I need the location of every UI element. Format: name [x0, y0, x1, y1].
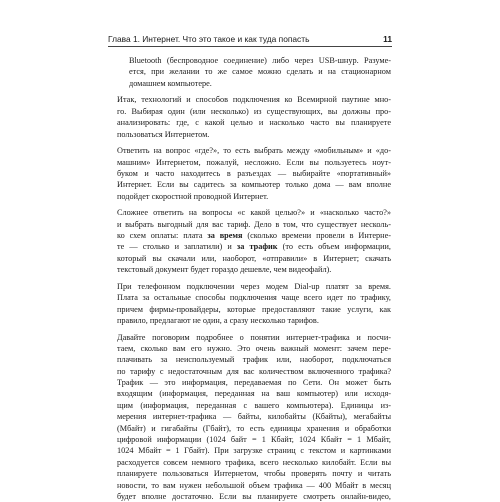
text-line: (Мбайт) и гигабайты (Гбайт), то есть единицы хранения и обработки — [117, 423, 391, 433]
text-line: плачивать за неиспользуемый трафик или, наоборот, подключаться — [117, 355, 391, 365]
text-line: домашнем компьютере. — [129, 78, 212, 88]
text-line: 1024 Мбайт = 1 Гбайт). При загрузке страниц с текстом и картинками — [117, 446, 391, 456]
text-line: входящим (информация, переданная на ваш компьютер) или исходя- — [117, 389, 391, 399]
text-line: Итак, технологий и способов подключения ко Всемирной паутине мно- — [117, 95, 391, 105]
text-line: подойдет скоростной проводной Интернет. — [117, 191, 269, 201]
paragraph — [117, 332, 391, 502]
text-line: Bluetooth (беспроводное соединение) либо через USB-шнур. Разуме- — [129, 56, 391, 65]
text-line: новости, то вам нужен небольшой объем трафика — 400 Мбайт в месяц — [117, 480, 391, 490]
text-line: который вы скачали или, наоборот, «отправили» в Интернет; скачать — [117, 253, 391, 263]
text-line: Интернет. Если вы садитесь за компьютер только дома — вам вполне — [117, 180, 391, 190]
header-rule — [108, 46, 392, 47]
text-line: таем, сколько вам его нужно. Это очень важный момент: зачем пере- — [117, 343, 391, 353]
text-line: те — столько и заплатили) и за трафик (то есть объем информации, — [117, 242, 391, 252]
text-line: причем фирмы-провайдеры, которые предоставляют такие услуги, как — [117, 304, 391, 314]
emphasis: за время — [207, 231, 243, 241]
text-line: текстовый документ будет гораздо дешевле, чем видеофайл). — [117, 265, 332, 275]
text-line: ко схем оплаты: плата за время (сколько времени провели в Интерне- — [117, 231, 391, 241]
paragraph — [117, 207, 391, 275]
paragraph — [117, 145, 391, 202]
text-line: Ответить на вопрос «где?», то есть выбрать между «мобильным» и «до- — [117, 146, 391, 156]
text-line: будет вполне достаточно. Если вы планируете смотреть онлайн-видео, — [117, 492, 391, 501]
text-line: пользоваться Интернетом. — [117, 129, 210, 139]
text-line: го. Выбирая один (или несколько) из существующих, вы должны про- — [117, 106, 391, 116]
paragraph — [117, 55, 391, 89]
text-line: Сложнее ответить на вопросы «с какой целью?» и «насколько часто?» — [117, 208, 391, 218]
paragraph — [117, 94, 391, 140]
text-line: При телефонном подключении через модем Dial-up платят за время. — [117, 281, 391, 291]
text-line: правило, предлагают не один, а сразу несколько тарифов. — [117, 315, 319, 325]
text-line: машним» Интернетом, пожалуй, несложно. Если вы пользуетесь ноут- — [117, 157, 391, 167]
text-line: буком и часто находитесь в разъездах — выбирайте «портативный» — [117, 168, 391, 178]
text-line: ется, при желании то же самое можно сделать и на стационарном — [129, 67, 391, 77]
text-line: планируете пользоваться Интернетом, чтобы проверять почту и читать — [117, 469, 391, 479]
text-line: цифровой информации (1024 байт = 1 Кбайт, 1024 Кбайт = 1 Мбайт, — [117, 435, 391, 445]
text-line: по тарифу с недостаточным для вас количеством включенного трафика? — [117, 366, 391, 376]
text-line: Трафик — это информация, передаваемая по Сети. Он может быть — [117, 378, 391, 388]
text-line: мерения интернет-трафика — байты, килобайты (Кбайты), мегабайты — [117, 412, 391, 422]
text-line: щим (информация, переданная с вашего компьютера). Единицы из- — [117, 400, 391, 410]
emphasis: за трафик — [236, 242, 278, 252]
running-header — [108, 33, 392, 51]
text-line: и выбрать выгодный для вас тариф. Дело в том, что существует несколь- — [117, 219, 391, 229]
body-text — [117, 55, 391, 502]
paragraph — [117, 281, 391, 327]
text-line: Давайте поговорим подробнее о понятии интернет-трафика и посчи- — [117, 332, 391, 342]
chapter-title: Глава 1. Интернет. Что это такое и как туда попасть — [108, 34, 310, 44]
text-line: Плата за остальные способы подключения чаще всего идет по трафику, — [117, 293, 391, 303]
page-number: 11 — [383, 34, 392, 44]
text-line: расходуется совсем немного трафика, всего несколько килобайт. Если вы — [117, 457, 391, 467]
text-line: анализировать: где, с какой целью и насколько часто вы планируете — [117, 118, 391, 128]
